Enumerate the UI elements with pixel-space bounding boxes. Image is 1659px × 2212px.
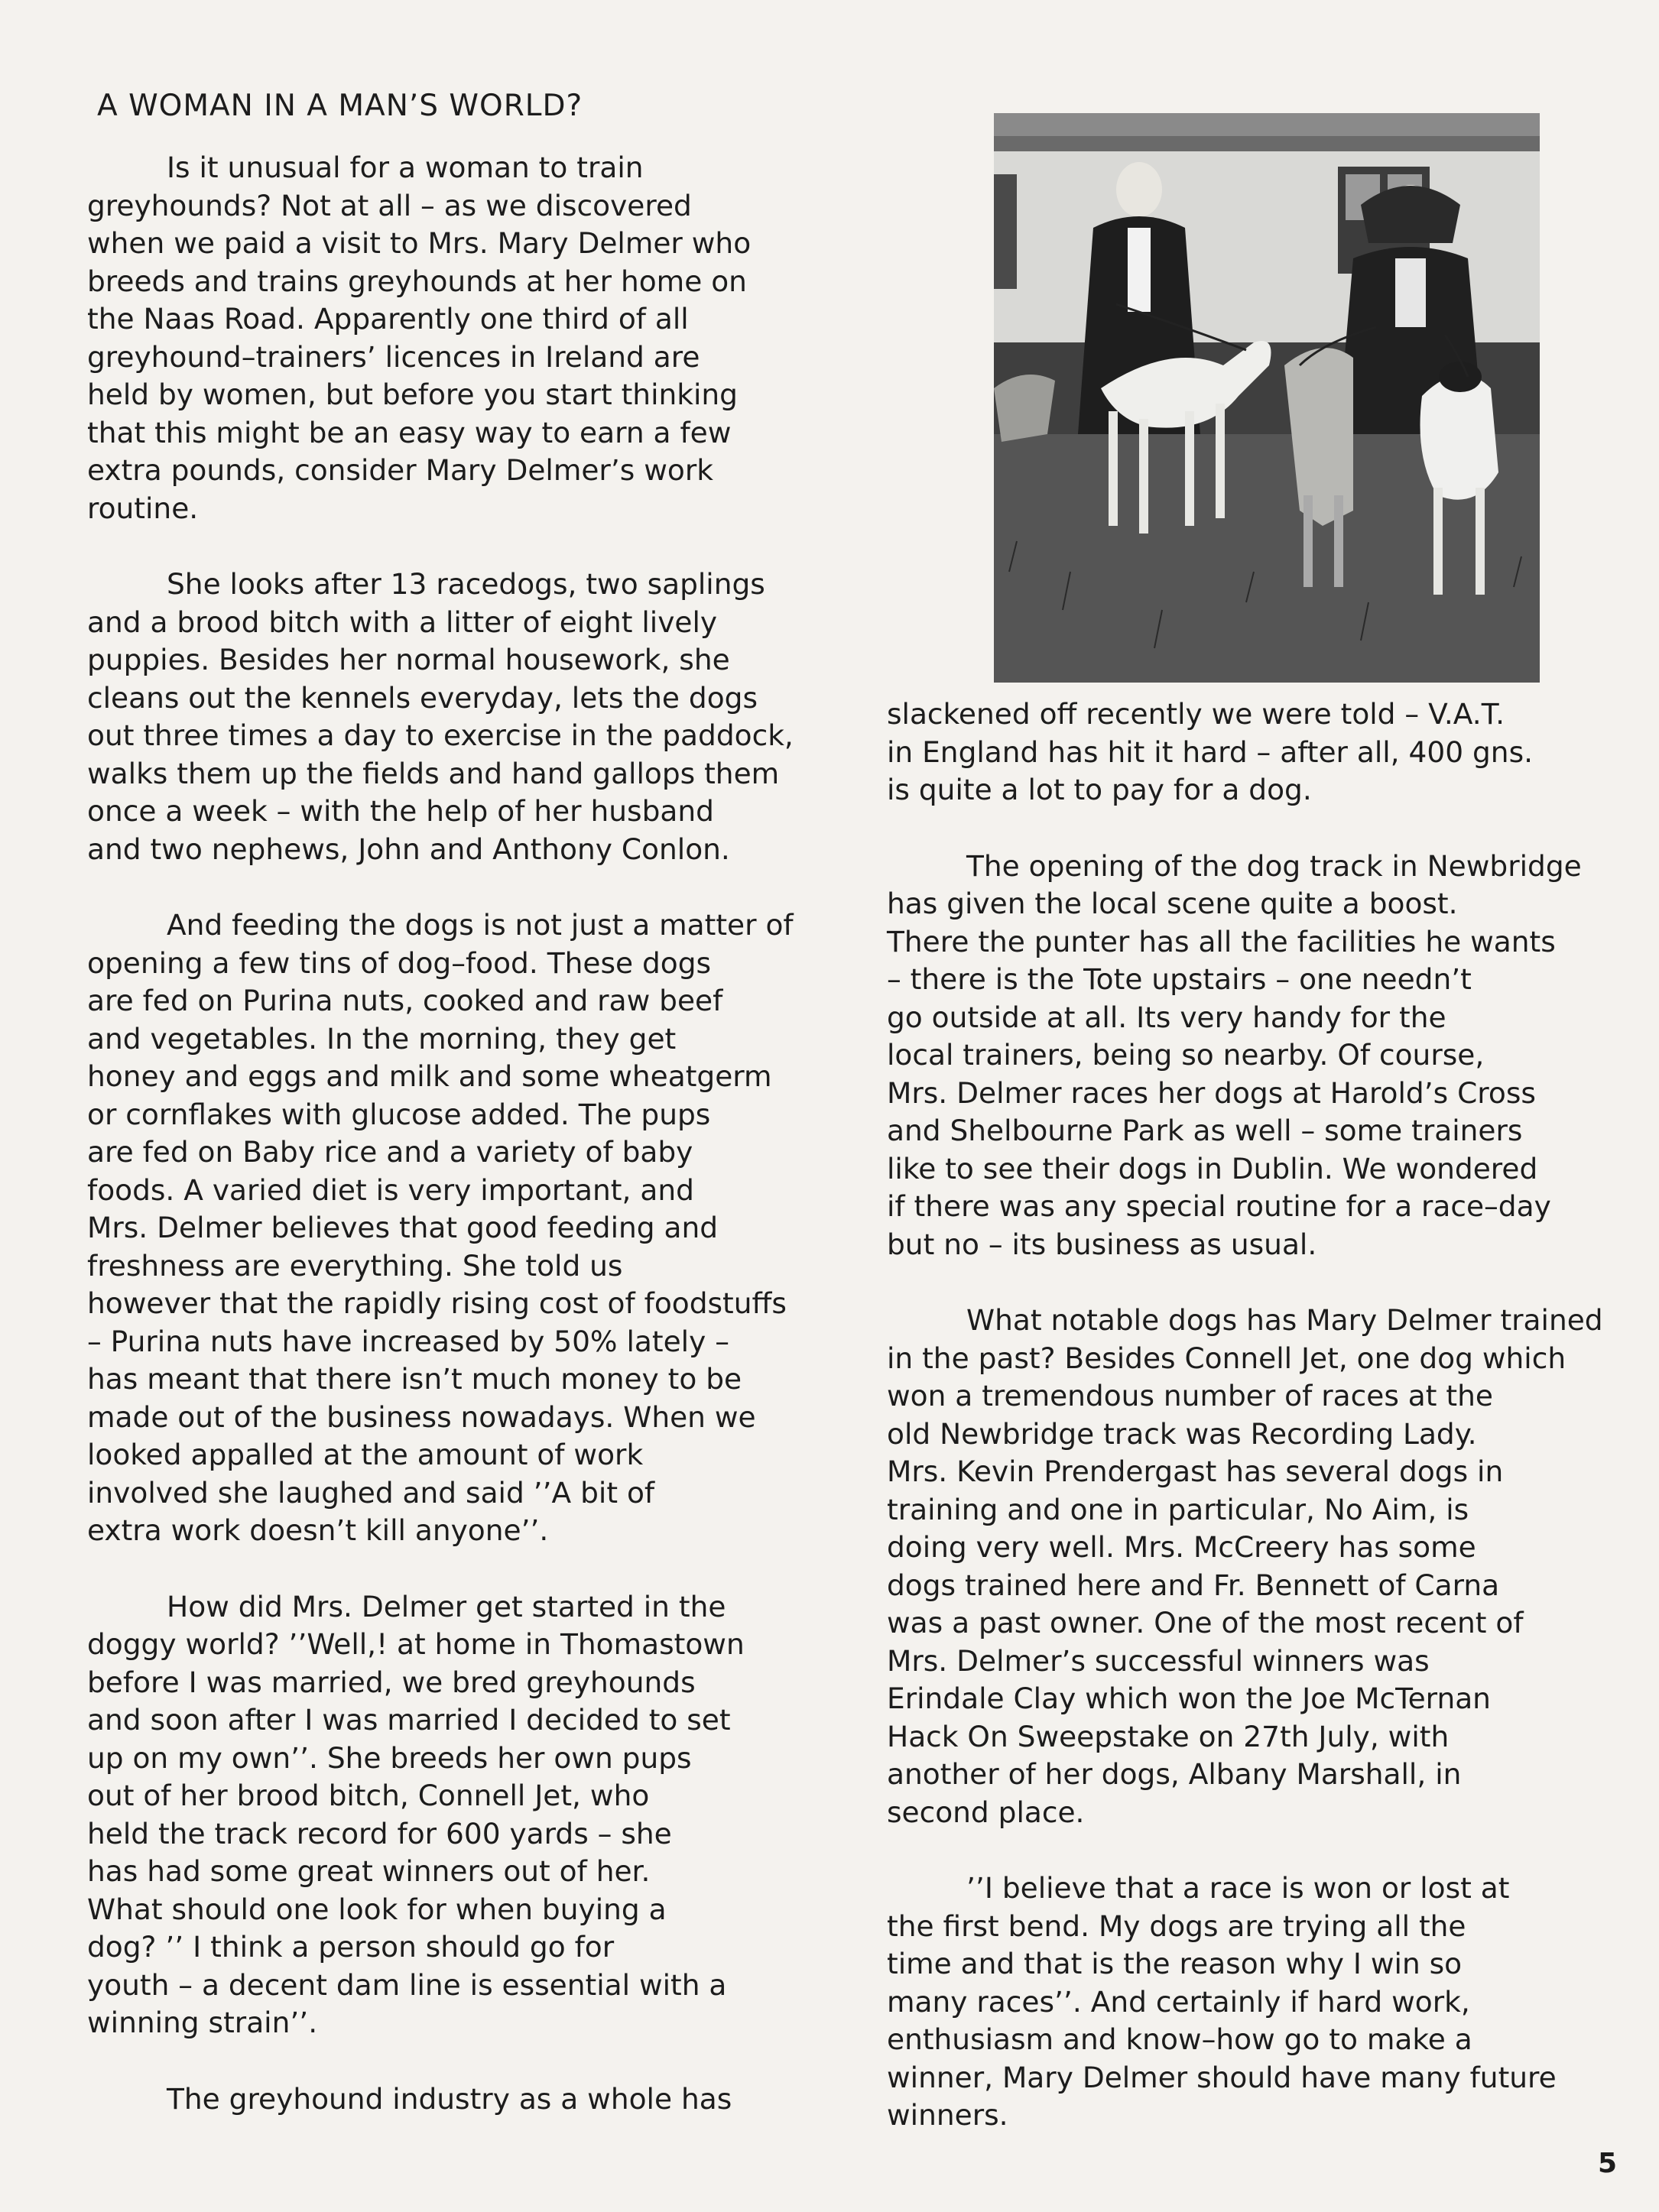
paragraph-industry-start: The greyhound industry as a whole has	[167, 2081, 732, 2116]
article-title: A WOMAN IN A MAN’S WORLD?	[97, 89, 583, 124]
paragraph-intro: Is it unusual for a woman to train greyhounds? Not at all – as we discovered when we paid a visit to Mrs. Mary Delmer who breeds and trains greyhounds at her home on the Naas Road. Apparently one third of all greyhound–trainers’ licences in Ireland are held by women, but before you start thinking that this might be an easy way to earn a few extra pounds, consider Mary Delmer’s work routine.	[87, 151, 752, 525]
paragraph-notable-dogs: What notable dogs has Mary Delmer trained in the past? Besides Connell Jet, one dog which won a tremendous number of races at the old Newbridge track was Recording Lady. Mrs. Kevin Prendergast has several dogs in training and one in particular, No Aim, is doing very well. Mrs. McCreery has some dogs trained here and Fr. Bennett of Carna was a past owner. One of the most recent of Mrs. Delmer’s successful winners was Erindale Clay which won the Joe McTernan Hack On Sweepstake on 27th July, with another of her dogs, Albany Marshall, in second place.	[887, 1303, 1603, 1829]
photo-icon	[994, 113, 1540, 683]
page-number: 5	[1598, 2148, 1618, 2179]
paragraph-newbridge-track: The opening of the dog track in Newbridge has given the local scene quite a boost. There the punter has all the facilities he wants – there is the Tote upstairs – one needn’t go outside at all. Its very handy for the local trainers, being so nearby. Of course, Mrs. Delmer races her dogs at Harold’s Cross and Shelbourne Park as well – some trainers like to see their dogs in Dublin. We wondered if there was any special routine for a race–day but no – its business as usual.	[887, 848, 1582, 1261]
paragraph-feeding: And feeding the dogs is not just a matter of opening a few tins of dog–food. These dogs are fed on Purina nuts, cooked and raw beef and vegetables. In the morning, they get honey and eggs and milk and some wheatgerm or cornflakes with glucose added. The pups are fed on Baby rice and a variety of baby foods. A varied diet is very important, and Mrs. Delmer believes that good feeding and freshness are everything. She told us however that the rapidly rising cost of foodstuffs – Purina nuts have increased by 50% lately – has meant that there isn’t much money to be made out of the business nowadays. When we looked appalled at the amount of work involved she laughed and said ’’A bit of extra work doesn’t kill anyone’’.	[87, 908, 794, 1547]
paragraph-closing-quote: ’’I believe that a race is won or lost at the first bend. My dogs are trying all the time and that is the reason why I win so many races’’. And certainly if hard work, enthusiasm and know–how go to make a winner, Mary Delmer should have many future winners.	[887, 1871, 1557, 2132]
paragraph-industry-continued: slackened off recently we were told – V.A.T. in England has hit it hard – after all, 400 gns. is quite a lot to pay for a dog.	[887, 697, 1534, 806]
article-right-column	[887, 696, 1628, 2173]
photo-trainers-with-greyhounds	[994, 113, 1540, 683]
article-left-column	[87, 149, 836, 2156]
paragraph-getting-started: How did Mrs. Delmer get started in the doggy world? ’’Well,! at home in Thomastown before I was married, we bred greyhounds and soon after I was married I decided to set up on my own’’. She breeds her own pups out of her brood bitch, Connell Jet, who held the track record for 600 yards – she has had some great winners out of her. What should one look for when buying a dog? ’’ I think a person should go for youth – a decent dam line is essential with a winning strain’’.	[87, 1589, 745, 2039]
paragraph-work-routine: She looks after 13 racedogs, two saplings and a brood bitch with a litter of eight lively puppies. Besides her normal housework, she cleans out the kennels everyday, lets the dogs out three times a day to exercise in the paddock, walks them up the fields and hand gallops them once a week – with the help of her husband and two nephews, John and Anthony Conlon.	[87, 567, 794, 866]
